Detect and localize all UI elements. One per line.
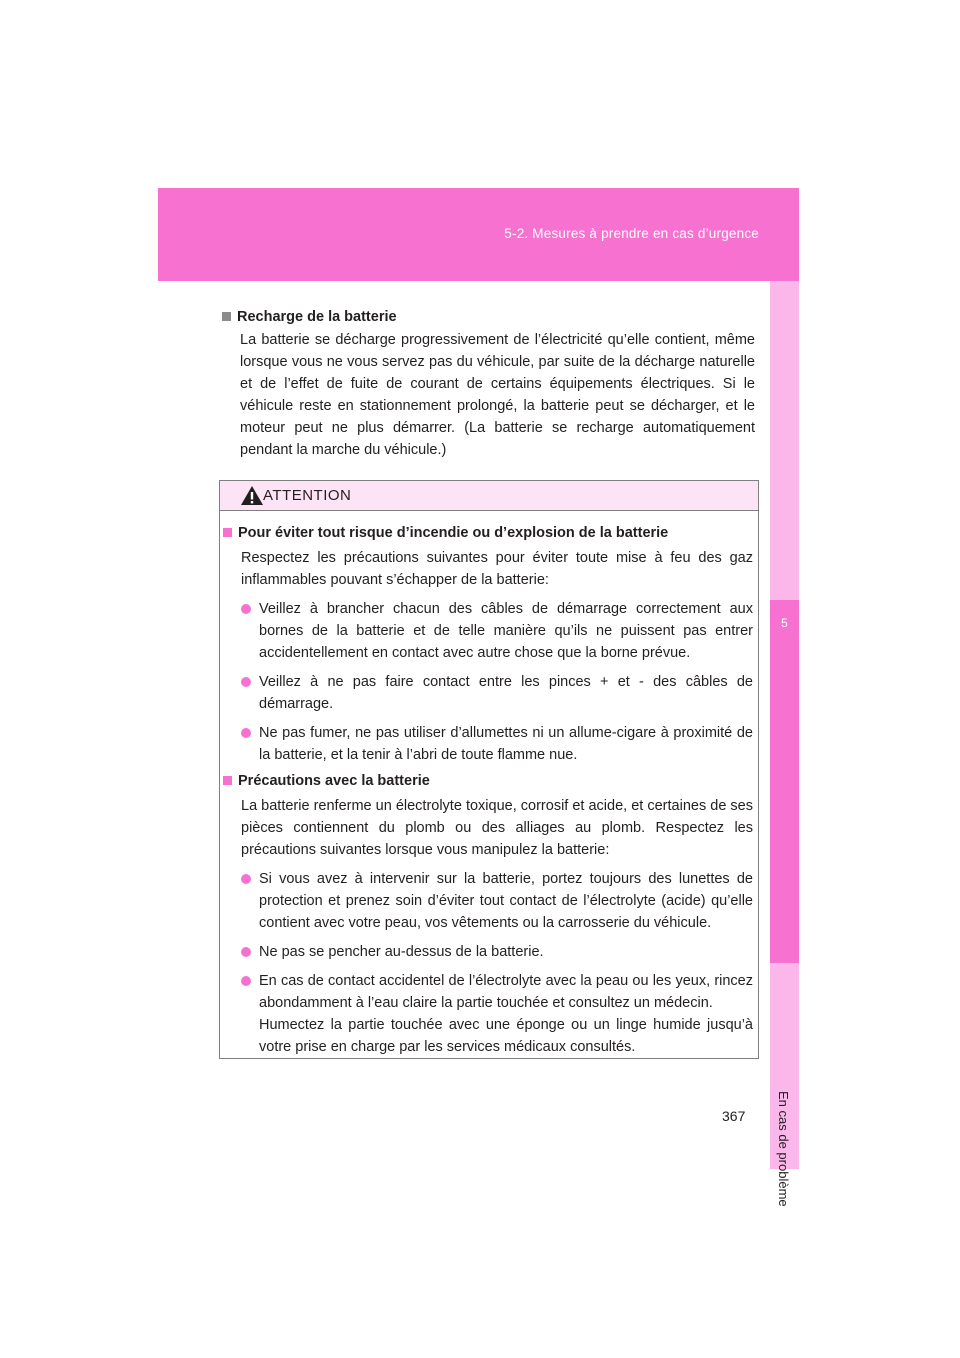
square-bullet-icon xyxy=(223,528,232,537)
list-item xyxy=(259,868,753,934)
chapter-label: En cas de problème xyxy=(776,1091,791,1207)
dot-bullet-icon xyxy=(241,874,251,884)
header-band xyxy=(158,188,799,281)
recharge-text: La batterie se décharge progressivement de l’électricité qu’elle contient, même lorsque vous ne vous servez pas du véhicule, par suite de la décharge naturelle et de l’effet de fuite de courant de certains équipements électriques. Si le véhicule reste en stationnement prolongé, la batterie peut se décharger, et le moteur peut ne plus démarrer. (La batterie se recharge automatiquement pendant la marche du véhicule.) xyxy=(240,332,755,458)
fire-risk-title: Pour éviter tout risque d’incendie ou d’explosion de la batterie xyxy=(238,525,669,541)
square-bullet-icon xyxy=(222,312,231,321)
list-item-text: Si vous avez à intervenir sur la batterie, portez toujours des lunettes de protection et prenez soin d’éviter tout contact de l’électrolyte (acide) qu’elle contient avec votre peau, vos vêtements ou la carrosserie du véhicule. xyxy=(259,871,753,931)
fire-risk-heading xyxy=(223,522,753,544)
list-item xyxy=(259,970,753,1058)
list-item-text: Ne pas fumer, ne pas utiliser d’allumettes ni un allume-cigare à proximité de la batterie, et la tenir à l’abri de toute flamme nue. xyxy=(259,725,753,763)
chapter-tab-marker xyxy=(770,600,799,963)
square-bullet-icon xyxy=(223,776,232,785)
dot-bullet-icon xyxy=(241,604,251,614)
page-number: 367 xyxy=(722,1108,746,1124)
list-item-text: Ne pas se pencher au-dessus de la batterie. xyxy=(259,944,544,960)
section-header: 5-2. Mesures à prendre en cas d’urgence xyxy=(504,226,759,241)
list-item-text: Humectez la partie touchée avec une éponge ou un linge humide jusqu’à votre prise en charge par les services médicaux consultés. xyxy=(259,1017,753,1055)
caution-box xyxy=(219,480,759,1059)
battery-precautions-title: Précautions avec la batterie xyxy=(238,773,430,789)
recharge-title: Recharge de la batterie xyxy=(237,309,397,325)
caution-title: ATTENTION xyxy=(263,487,352,504)
list-item-text: Veillez à ne pas faire contact entre les pinces + et - des câbles de démarrage. xyxy=(259,674,753,712)
battery-precautions-heading xyxy=(223,770,753,792)
dot-bullet-icon xyxy=(241,728,251,738)
recharge-section xyxy=(222,306,755,461)
fire-risk-intro: Respectez les précautions suivantes pour éviter toute mise à feu des gaz inflammables pouvant s’échapper de la batterie: xyxy=(241,550,753,588)
caution-header xyxy=(220,481,758,511)
dot-bullet-icon xyxy=(241,677,251,687)
chapter-number: 5 xyxy=(781,616,788,630)
battery-precautions-intro: La batterie renferme un électrolyte toxique, corrosif et acide, et certaines de ses pièces contiennent du plomb ou des alliages au plomb. Respectez les précautions suivantes lorsque vous manipulez la batterie: xyxy=(241,798,753,858)
recharge-heading xyxy=(222,306,755,328)
warning-triangle-icon xyxy=(240,485,264,506)
dot-bullet-icon xyxy=(241,947,251,957)
list-item xyxy=(259,598,753,664)
list-item-text: En cas de contact accidentel de l’électrolyte avec la peau ou les yeux, rincez abondamment à l’eau claire la partie touchée et consultez un médecin. xyxy=(259,973,753,1011)
caution-body xyxy=(220,511,758,1058)
list-item-text: Veillez à brancher chacun des câbles de démarrage correctement aux bornes de la batterie et de telle manière qu’ils ne puissent pas entrer accidentellement en contact avec autre chose que la borne prévue. xyxy=(259,601,753,661)
list-item xyxy=(259,941,753,963)
list-item xyxy=(259,671,753,715)
dot-bullet-icon xyxy=(241,976,251,986)
list-item xyxy=(259,722,753,766)
